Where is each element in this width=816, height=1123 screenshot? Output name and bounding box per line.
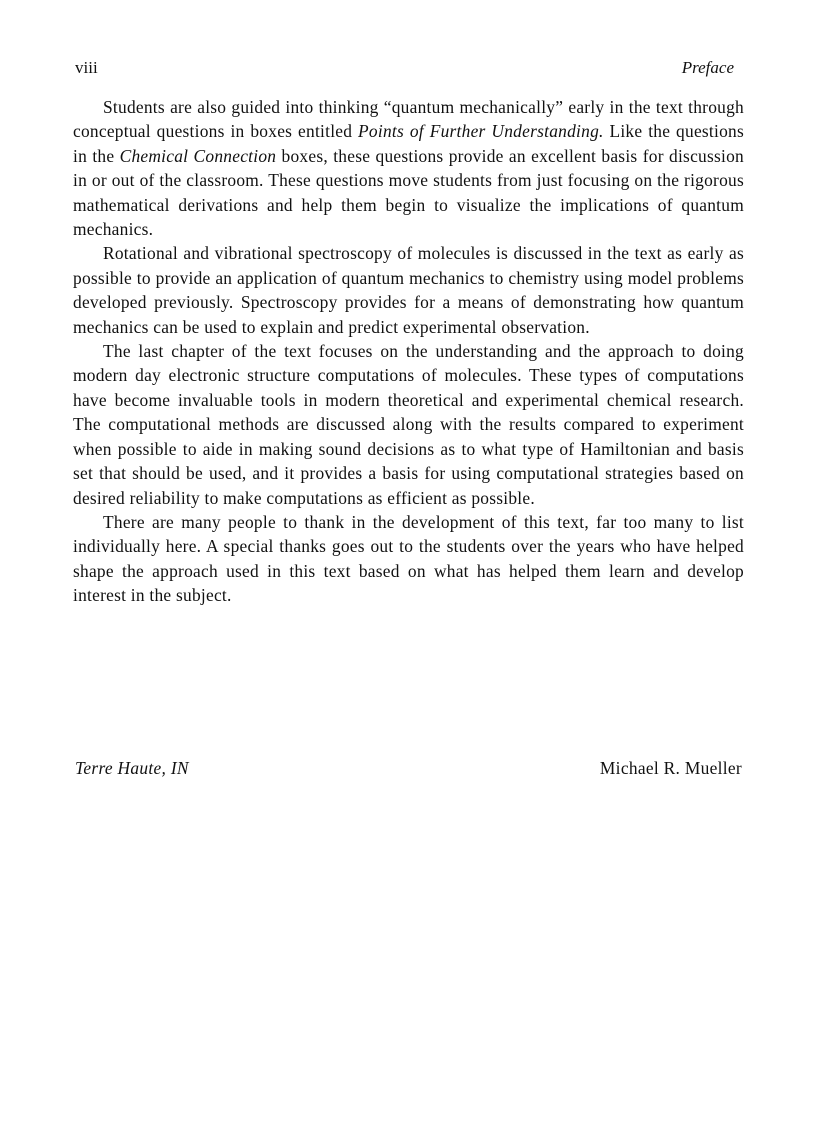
paragraph-acknowledgements: There are many people to thank in the development of this text, far too many to list individually here. A special thanks goes out to the students over the years who have helped shape the approach used in this text based on what has helped them learn and develop interest in the subject. [73,511,744,606]
paragraph-quantum-thinking [73,95,744,241]
preface-body [73,95,744,608]
paragraph-text: Students are also guided into thinking “quantum mechanically” early in the text through conceptual questions in boxes entitled [73,97,744,142]
box-title-chemical-connection: Chemical Connection [119,145,277,166]
signature-line [75,755,742,781]
section-title: Preface [681,58,734,77]
running-head [75,57,734,79]
paragraph-computations: The last chapter of the text focuses on the understanding and the approach to doing modern day electronic structure computations of molecules. These types of computations have become invaluable tools in modern theoretical and experimental chemical research. The computational methods are discussed along with the results compared to experiment when possible to aide in making sound decisions as to what type of Hamiltonian and basis set that should be used, and it provides a basis for using computational strategies based on desired reliability to make computations as efficient as possible. [73,341,744,508]
signature-author: Michael R. Mueller [599,758,742,778]
paragraph-text: boxes, these questions provide an excellent basis for discussion in or out of the classroom. These questions move students from just focusing on the rigorous mathematical derivations and help them begin to visualize the implications of quantum mechanics. [73,145,744,240]
page-number: viii [75,58,98,77]
signature-place: Terre Haute, IN [75,758,189,778]
paragraph-spectroscopy: Rotational and vibrational spectroscopy of molecules is discussed in the text as early as possible to provide an application of quantum mechanics to chemistry using model problems developed previously. Spectroscopy provides for a means of demonstrating how quantum mechanics can be used to explain and predict experimental observation. [73,243,744,337]
box-title-points-of-further-understanding: Points of Further Understanding. [358,121,604,142]
paragraph-text: Like the questions in the [73,121,744,166]
